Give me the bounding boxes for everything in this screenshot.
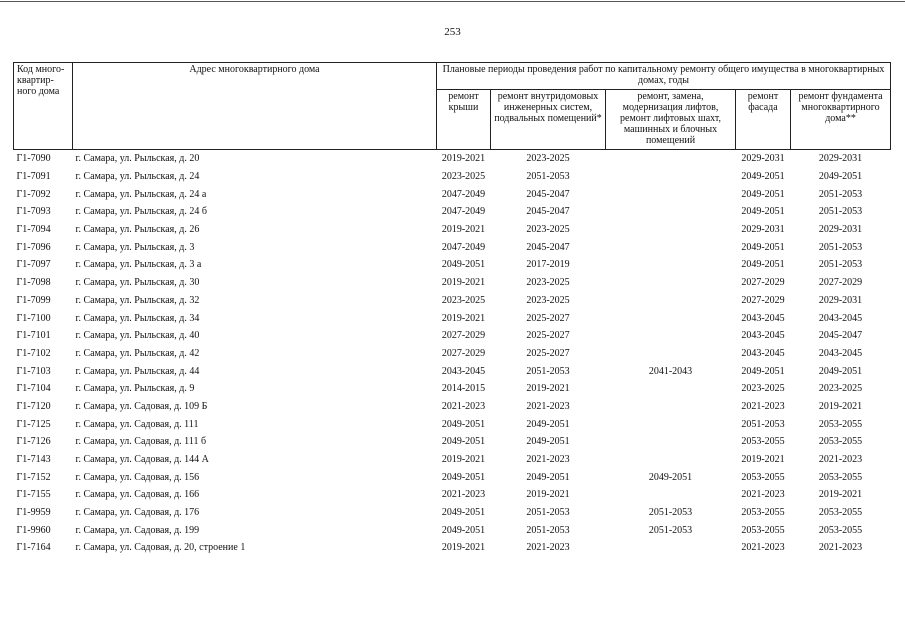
cell-foundation: 2053-2055	[818, 418, 863, 430]
cell-address: г. Самара, ул. Садовая, д. 166	[75, 489, 200, 501]
cell-address: г. Самара, ул. Садовая, д. 20, строение 1	[75, 542, 246, 554]
cell-facade: 2051-2053	[741, 418, 785, 430]
cell-roof: 2014-2015	[441, 383, 486, 395]
cell-roof: 2047-2049	[441, 188, 486, 200]
cell-systems: 2049-2051	[526, 436, 570, 448]
cell-roof: 2049-2051	[441, 524, 486, 536]
cell-code: Г1-7094	[16, 224, 51, 236]
cell-roof: 2047-2049	[441, 241, 486, 253]
cell-roof: 2027-2029	[441, 347, 486, 359]
cell-foundation: 2021-2023	[818, 542, 863, 554]
cell-address: г. Самара, ул. Садовая, д. 176	[75, 507, 200, 519]
cell-elevators	[606, 415, 736, 433]
header-address: Адрес многоквартирного дома	[73, 63, 437, 150]
cell-systems: 2021-2023	[526, 400, 570, 412]
cell-systems: 2049-2051	[526, 471, 570, 483]
header-planned-periods: Плановые периоды проведения работ по капитальному ремонту общего имущества в многоквартирных домах, годы	[437, 63, 891, 90]
cell-address: г. Самара, ул. Рыльская, д. 9	[75, 383, 195, 395]
cell-facade: 2049-2051	[741, 259, 785, 271]
table-row	[14, 345, 891, 363]
cell-elevators	[606, 256, 736, 274]
cell-address: г. Самара, ул. Садовая, д. 111 б	[75, 436, 207, 448]
table-row	[14, 221, 891, 239]
table-row	[14, 433, 891, 451]
cell-facade: 2049-2051	[741, 188, 785, 200]
cell-code: Г1-7155	[16, 489, 51, 501]
header-elevators: ремонт, замена, модернизация лифтов, ремонт лифтовых шахт, машинных и блочных помещений	[606, 90, 736, 150]
cell-code: Г1-7098	[16, 277, 51, 289]
cell-facade: 2029-2031	[741, 224, 785, 236]
cell-foundation: 2051-2053	[818, 206, 863, 218]
cell-systems: 2051-2053	[526, 365, 570, 377]
cell-systems: 2051-2053	[526, 171, 570, 183]
table-row	[14, 468, 891, 486]
cell-systems: 2021-2023	[526, 542, 570, 554]
cell-code: Г1-7099	[16, 294, 51, 306]
cell-systems: 2025-2027	[526, 312, 570, 324]
cell-code: Г1-7126	[16, 436, 51, 448]
cell-systems: 2023-2025	[526, 277, 570, 289]
cell-facade: 2019-2021	[741, 454, 785, 466]
cell-systems: 2025-2027	[526, 330, 570, 342]
page-number: 253	[444, 26, 461, 38]
cell-code: Г1-7092	[16, 188, 51, 200]
cell-foundation: 2053-2055	[818, 471, 863, 483]
header-code: Код много-квартир-ного дома	[14, 63, 73, 150]
cell-facade: 2021-2023	[741, 400, 785, 412]
cell-elevators	[606, 398, 736, 416]
cell-address: г. Самара, ул. Рыльская, д. 3	[75, 241, 195, 253]
cell-elevators	[606, 486, 736, 504]
cell-systems: 2017-2019	[526, 259, 570, 271]
cell-address: г. Самара, ул. Рыльская, д. 42	[75, 347, 200, 359]
table-row	[14, 309, 891, 327]
table-row	[14, 451, 891, 469]
cell-roof: 2047-2049	[441, 206, 486, 218]
cell-elevators	[606, 309, 736, 327]
cell-systems: 2049-2051	[526, 418, 570, 430]
cell-code: Г1-7101	[16, 330, 51, 342]
cell-elevators	[606, 274, 736, 292]
cell-roof: 2019-2021	[441, 277, 486, 289]
cell-systems: 2051-2053	[526, 507, 570, 519]
table-row	[14, 398, 891, 416]
cell-facade: 2053-2055	[741, 524, 785, 536]
cell-elevators	[606, 221, 736, 239]
table-row	[14, 362, 891, 380]
cell-code: Г1-7143	[16, 454, 51, 466]
cell-code: Г1-7096	[16, 241, 51, 253]
cell-systems: 2045-2047	[526, 206, 570, 218]
table-row	[14, 380, 891, 398]
cell-foundation: 2043-2045	[818, 347, 863, 359]
cell-address: г. Самара, ул. Садовая, д. 156	[75, 471, 200, 483]
cell-elevators	[606, 238, 736, 256]
table-row	[14, 150, 891, 168]
cell-elevators: 2051-2053	[648, 507, 693, 519]
cell-roof: 2019-2021	[441, 312, 486, 324]
cell-facade: 2027-2029	[741, 277, 785, 289]
table-row	[14, 486, 891, 504]
cell-address: г. Самара, ул. Рыльская, д. 24	[75, 171, 200, 183]
cell-facade: 2049-2051	[741, 206, 785, 218]
cell-facade: 2023-2025	[741, 383, 785, 395]
cell-facade: 2021-2023	[741, 489, 785, 501]
cell-roof: 2049-2051	[441, 259, 486, 271]
cell-address: г. Самара, ул. Рыльская, д. 3 а	[75, 259, 202, 271]
cell-systems: 2025-2027	[526, 347, 570, 359]
table-row	[14, 415, 891, 433]
cell-foundation: 2023-2025	[818, 383, 863, 395]
cell-systems: 2021-2023	[526, 454, 570, 466]
cell-systems: 2023-2025	[526, 224, 570, 236]
cell-systems: 2045-2047	[526, 241, 570, 253]
top-border-line	[0, 1, 905, 2]
cell-foundation: 2049-2051	[818, 171, 863, 183]
cell-roof: 2019-2021	[441, 153, 486, 165]
cell-address: г. Самара, ул. Рыльская, д. 40	[75, 330, 200, 342]
cell-address: г. Самара, ул. Рыльская, д. 30	[75, 277, 200, 289]
cell-elevators	[606, 327, 736, 345]
cell-elevators: 2041-2043	[648, 365, 693, 377]
header-foundation: ремонт фундамента многоквартирного дома**	[791, 90, 891, 150]
cell-elevators: 2051-2053	[648, 524, 693, 536]
cell-foundation: 2029-2031	[818, 153, 863, 165]
cell-roof: 2049-2051	[441, 471, 486, 483]
table-row	[14, 238, 891, 256]
cell-roof: 2023-2025	[441, 171, 486, 183]
cell-foundation: 2053-2055	[818, 436, 863, 448]
cell-facade: 2049-2051	[741, 365, 785, 377]
cell-roof: 2023-2025	[441, 294, 486, 306]
cell-elevators	[606, 292, 736, 310]
cell-foundation: 2043-2045	[818, 312, 863, 324]
cell-address: г. Самара, ул. Рыльская, д. 34	[75, 312, 200, 324]
cell-facade: 2021-2023	[741, 542, 785, 554]
cell-address: г. Самара, ул. Садовая, д. 199	[75, 524, 200, 536]
cell-facade: 2043-2045	[741, 330, 785, 342]
cell-code: Г1-7164	[16, 542, 51, 554]
cell-code: Г1-7097	[16, 259, 51, 271]
cell-address: г. Самара, ул. Рыльская, д. 44	[75, 365, 200, 377]
cell-foundation: 2029-2031	[818, 294, 863, 306]
cell-foundation: 2045-2047	[818, 330, 863, 342]
cell-roof: 2049-2051	[441, 436, 486, 448]
cell-code: Г1-7093	[16, 206, 51, 218]
cell-systems: 2019-2021	[526, 383, 570, 395]
table-row	[14, 292, 891, 310]
table-row	[14, 185, 891, 203]
cell-roof: 2019-2021	[441, 224, 486, 236]
table-row	[14, 327, 891, 345]
cell-elevators	[606, 168, 736, 186]
cell-systems: 2045-2047	[526, 188, 570, 200]
cell-systems: 2023-2025	[526, 153, 570, 165]
cell-foundation: 2049-2051	[818, 365, 863, 377]
cell-elevators: 2049-2051	[648, 471, 693, 483]
cell-elevators	[606, 185, 736, 203]
cell-code: Г1-9959	[16, 507, 51, 519]
cell-foundation: 2051-2053	[818, 241, 863, 253]
cell-elevators	[606, 451, 736, 469]
cell-code: Г1-7125	[16, 418, 51, 430]
cell-systems: 2051-2053	[526, 524, 570, 536]
cell-foundation: 2051-2053	[818, 188, 863, 200]
cell-code: Г1-7120	[16, 400, 51, 412]
capital-repair-table	[13, 62, 891, 557]
cell-roof: 2049-2051	[441, 507, 486, 519]
cell-address: г. Самара, ул. Рыльская, д. 32	[75, 294, 200, 306]
cell-code: Г1-7091	[16, 171, 51, 183]
cell-elevators	[606, 150, 736, 168]
cell-address: г. Самара, ул. Садовая, д. 111	[75, 418, 199, 430]
cell-systems: 2019-2021	[526, 489, 570, 501]
cell-facade: 2049-2051	[741, 241, 785, 253]
cell-code: Г1-7100	[16, 312, 51, 324]
cell-foundation: 2027-2029	[818, 277, 863, 289]
cell-facade: 2053-2055	[741, 436, 785, 448]
cell-roof: 2027-2029	[441, 330, 486, 342]
table-row	[14, 256, 891, 274]
cell-elevators	[606, 345, 736, 363]
cell-roof: 2021-2023	[441, 400, 486, 412]
cell-code: Г1-7152	[16, 471, 51, 483]
header-facade: ремонт фасада	[736, 90, 791, 150]
cell-facade: 2027-2029	[741, 294, 785, 306]
table-row	[14, 504, 891, 522]
cell-address: г. Самара, ул. Рыльская, д. 26	[75, 224, 200, 236]
cell-foundation: 2051-2053	[818, 259, 863, 271]
cell-roof: 2049-2051	[441, 418, 486, 430]
table-row	[14, 539, 891, 557]
table-row	[14, 168, 891, 186]
cell-code: Г1-7090	[16, 153, 51, 165]
cell-foundation: 2053-2055	[818, 524, 863, 536]
cell-facade: 2053-2055	[741, 507, 785, 519]
cell-foundation: 2021-2023	[818, 454, 863, 466]
cell-foundation: 2019-2021	[818, 400, 863, 412]
table-row	[14, 274, 891, 292]
cell-code: Г1-9960	[16, 524, 51, 536]
cell-address: г. Самара, ул. Рыльская, д. 24 б	[75, 206, 207, 218]
cell-facade: 2049-2051	[741, 171, 785, 183]
cell-code: Г1-7102	[16, 347, 51, 359]
cell-foundation: 2053-2055	[818, 507, 863, 519]
cell-code: Г1-7103	[16, 365, 51, 377]
cell-elevators	[606, 380, 736, 398]
table-body	[14, 150, 891, 557]
header-roof: ремонт крыши	[437, 90, 491, 150]
table-row	[14, 521, 891, 539]
cell-facade: 2043-2045	[741, 312, 785, 324]
cell-elevators	[606, 539, 736, 557]
cell-roof: 2043-2045	[441, 365, 486, 377]
cell-address: г. Самара, ул. Рыльская, д. 24 а	[75, 188, 207, 200]
cell-foundation: 2019-2021	[818, 489, 863, 501]
cell-address: г. Самара, ул. Рыльская, д. 20	[75, 153, 200, 165]
cell-facade: 2043-2045	[741, 347, 785, 359]
cell-code: Г1-7104	[16, 383, 51, 395]
cell-address: г. Самара, ул. Садовая, д. 144 А	[75, 454, 209, 466]
cell-roof: 2021-2023	[441, 489, 486, 501]
header-systems: ремонт внутридомовых инженерных систем, подвальных помещений*	[491, 90, 606, 150]
cell-address: г. Самара, ул. Садовая, д. 109 Б	[75, 400, 208, 412]
cell-systems: 2023-2025	[526, 294, 570, 306]
cell-elevators	[606, 203, 736, 221]
cell-facade: 2053-2055	[741, 471, 785, 483]
table-row	[14, 203, 891, 221]
cell-elevators	[606, 433, 736, 451]
cell-facade: 2029-2031	[741, 153, 785, 165]
cell-foundation: 2029-2031	[818, 224, 863, 236]
cell-roof: 2019-2021	[441, 542, 486, 554]
cell-roof: 2019-2021	[441, 454, 486, 466]
